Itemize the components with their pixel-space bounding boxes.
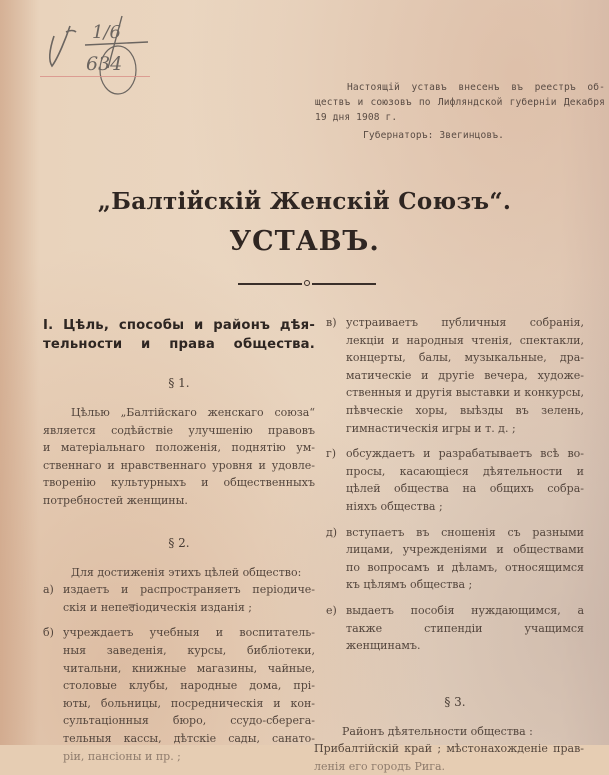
list-item-e: е) выдаетъ пособія нуждающимся, а также стипендіи учащимся женщинамъ. <box>326 603 584 653</box>
paragraph-mark-3: § 3. <box>444 694 466 709</box>
list-item-b: б) учреждаетъ учебныя и воспитатель- ныя заведенія, курсы, библіотеки, читальни, книжные магазины, чайные, столовые клубы, народные дома, прі- юты, больницы, посредническія и кон- сультаціонныя бюро, ссудо-сберега- тельныя кассы, дѣтскіе сады, санато- ріи, пансіоны и пр. ; <box>43 626 315 763</box>
paragraph-mark-1: § 1. <box>168 376 190 390</box>
list-item-g: г) обсуждаетъ и разрабатываетъ всѣ во- просы, касающіеся дѣятельности и цѣлей общества на общихъ собра- ніяхъ общества ; <box>326 447 584 513</box>
handwritten-archive-mark <box>40 8 160 103</box>
paper-stain <box>0 0 38 745</box>
right-column <box>314 314 584 775</box>
registry-line-1: Настоящій уставъ внесенъ въ реестръ об- <box>347 82 605 93</box>
list-item-a: а) издаетъ и распространяетъ періодиче- скія и непеਰіодическія изданія ; <box>43 583 315 614</box>
paragraph-mark-2: § 2. <box>168 535 190 550</box>
governor-signature: Губернаторъ: Звегинцовъ. <box>363 130 505 141</box>
registry-line-2: ществъ и союзовъ по Лифляндской губерніи Декабря <box>315 97 605 108</box>
paragraph-1-text: Цѣлью „Балтійскаго женскаго союза“ является содѣйствіе улучшенію правовъ и матеріальнаго положенія, поднятію ум- ственнаго и нравственнаго уровня и удовле- творенію культурныхъ и общественныхъ потребностей женщины. <box>43 406 315 507</box>
svg-text:1/6: 1/6 <box>92 22 121 43</box>
document-subtitle: УСТАВЪ. <box>229 226 380 257</box>
list-item-d: д) вступаетъ въ сношенія съ разными лицами, учрежденіями и обществами по вопросамъ и дѣламъ, относящимся къ цѣлямъ общества ; <box>326 525 584 592</box>
ornament-divider <box>238 280 376 288</box>
paragraph-3-text: Районъ дѣятельности общества : Прибалтійскій край ; мѣстонахожденіе прав- ленія его городъ Рига. <box>314 724 584 773</box>
section-heading: I. Цѣль, способы и районъ дѣя- тельности и права общества. <box>43 318 315 352</box>
svg-text:634: 634 <box>86 53 123 75</box>
paragraph-2-intro: Для достиженія этихъ цѣлей общество: <box>71 565 302 579</box>
red-rule <box>40 76 150 77</box>
left-column <box>43 316 315 765</box>
registry-note <box>315 80 605 143</box>
registry-line-3: 19 дня 1908 г. <box>315 112 398 123</box>
document-title: „Балтійскій Женскій Союзъ“. <box>97 188 512 215</box>
list-item-v: в) устраиваетъ публичныя собранія, лекціи и народныя чтенія, спектакли, концерты, балы, музыкальные, дра- матическіе и другіе вечера, художе- ственныя и другія выставки и конкурсы, пѣвческіе хоры, выѣзды въ зелень, гимнастическія игры и т. д. ; <box>326 316 584 435</box>
